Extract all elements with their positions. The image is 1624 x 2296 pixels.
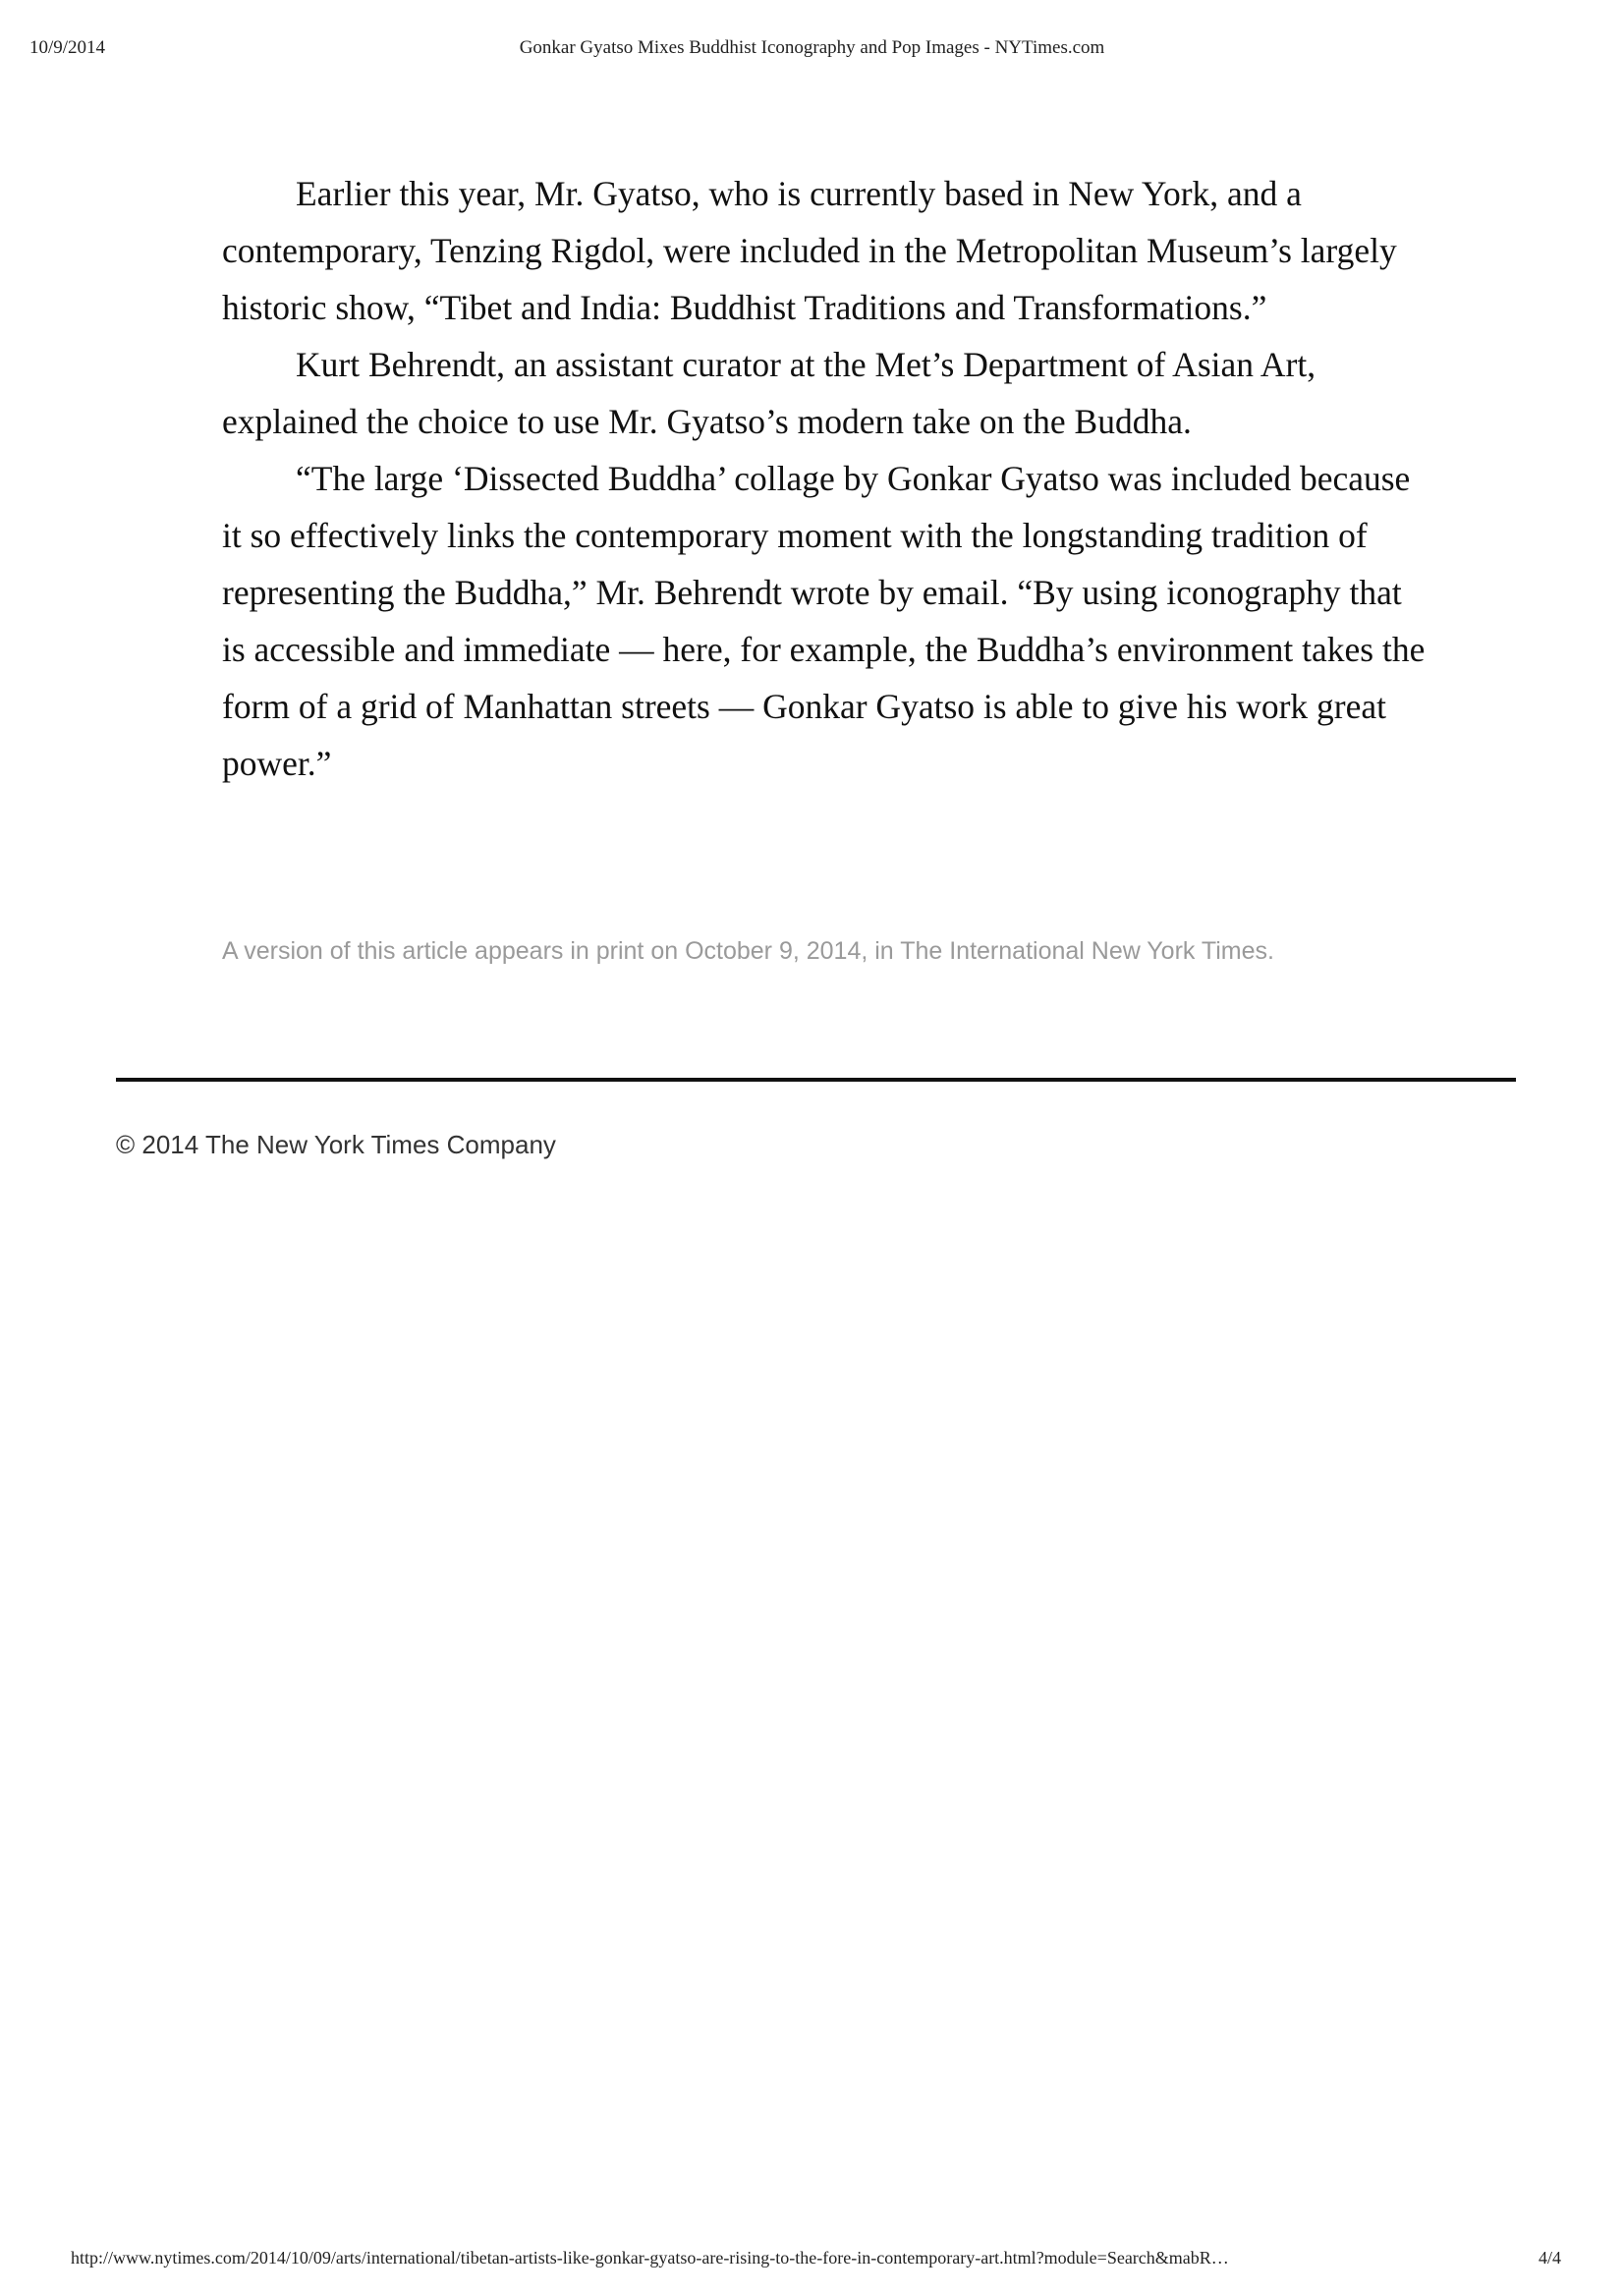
copyright-notice: © 2014 The New York Times Company	[116, 1130, 556, 1159]
print-header	[0, 37, 1624, 67]
article-body	[222, 165, 1430, 792]
page-url: http://www.nytimes.com/2014/10/09/arts/international/tibetan-artists-like-gonkar-gyatso-are-rising-to-the-fore-in-contemporary-art.html?module=Search&mabR…	[71, 2248, 1229, 2268]
print-date: 10/9/2014	[29, 37, 106, 58]
article-paragraph: “The large ‘Dissected Buddha’ collage by Gonkar Gyatso was included because it so effectively links the contemporary moment with the longstanding tradition of representing the Buddha,” Mr. Behrendt wrote by email. “By using iconography that is accessible and immediate — here, for example, the Buddha’s environment takes the form of a grid of Manhattan streets — Gonkar Gyatso is able to give his work great power.”	[222, 459, 1426, 783]
print-footer	[0, 2248, 1624, 2277]
print-edition-note: A version of this article appears in print on October 9, 2014, in The International New York Times.	[222, 937, 1274, 965]
article-paragraph: Kurt Behrendt, an assistant curator at the Met’s Department of Asian Art, explained the choice to use Mr. Gyatso’s modern take on the Buddha.	[222, 345, 1316, 441]
print-page-title: Gonkar Gyatso Mixes Buddhist Iconography and Pop Images - NYTimes.com	[519, 37, 1105, 58]
article-paragraph: Earlier this year, Mr. Gyatso, who is currently based in New York, and a contemporary, Tenzing Rigdol, were included in the Metropolitan Museum’s largely historic show, “Tibet and India: Buddhist Traditions and Transformations.”	[222, 174, 1397, 327]
page-number: 4/4	[1538, 2248, 1561, 2268]
footer-divider	[116, 1078, 1516, 1082]
